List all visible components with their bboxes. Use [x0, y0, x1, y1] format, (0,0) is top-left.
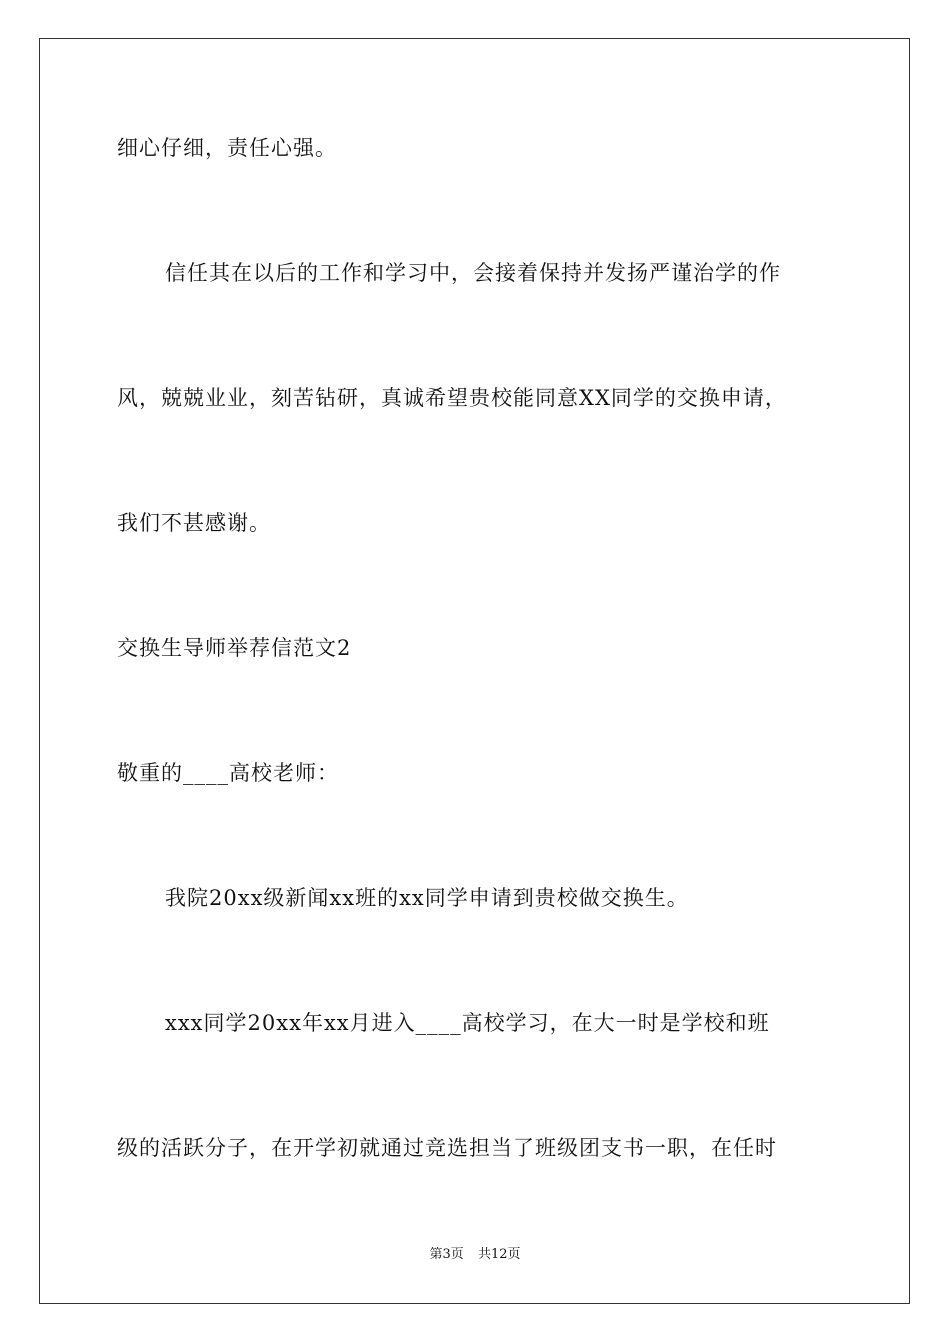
text-line-4: 我们不甚感谢。	[117, 511, 271, 535]
text-line-1: 细心仔细，责任心强。	[117, 136, 337, 160]
text-line-2: 信任其在以后的工作和学习中，会接着保持并发扬严谨治学的作	[165, 261, 781, 285]
section-heading: 交换生导师举荐信范文2	[117, 636, 352, 660]
text-line-7: 我院20xx级新闻xx班的xx同学申请到贵校做交换生。	[165, 886, 689, 910]
salutation: 敬重的____高校老师：	[117, 761, 339, 785]
page-frame	[39, 38, 910, 1304]
text-line-8: xxx同学20xx年xx月进入____高校学习，在大一时是学校和班	[165, 1011, 770, 1035]
page-total: 共12页	[477, 1247, 521, 1262]
page-footer	[0, 1246, 950, 1264]
text-line-9: 级的活跃分子，在开学初就通过竞选担当了班级团支书一职，在任时	[117, 1136, 777, 1160]
text-line-3: 风，兢兢业业，刻苦钻研，真诚希望贵校能同意XX同学的交换申请，	[117, 386, 787, 410]
page-number: 第3页	[429, 1247, 464, 1262]
